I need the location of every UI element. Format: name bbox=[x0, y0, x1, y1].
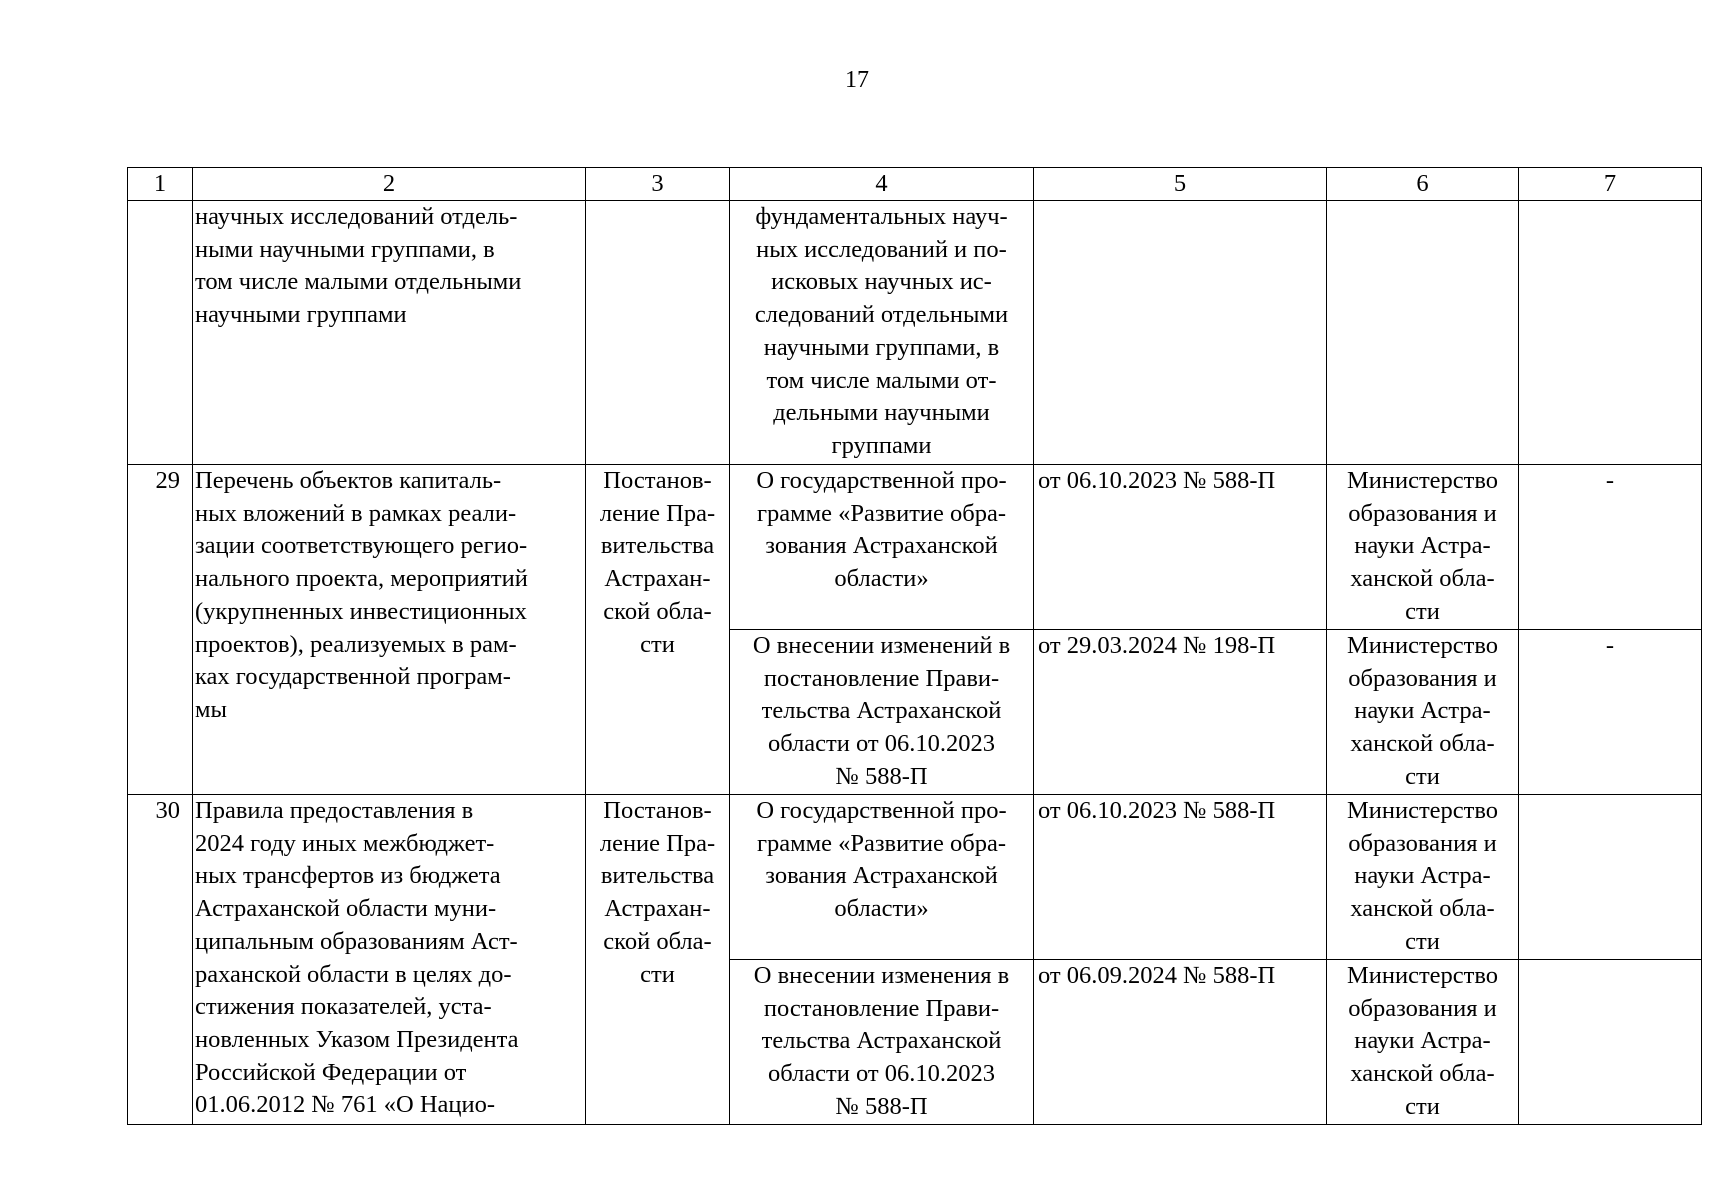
row-note-cell bbox=[1519, 960, 1702, 1125]
header-col-5: 5 bbox=[1034, 168, 1327, 201]
row-doc-details-cell: от 06.10.2023 № 588-П bbox=[1034, 795, 1327, 960]
row-doc-type-cell: Постанов- ление Пра- вительства Астрахан- ской обла- сти bbox=[586, 465, 730, 795]
row-ministry-cell bbox=[1327, 201, 1519, 465]
row-doc-title-cell: фундаментальных науч- ных исследований и по- исковых научных ис- следований отдельными научными группами, в том числе малыми от- дельными научными группами bbox=[730, 201, 1034, 465]
row-note-cell: - bbox=[1519, 630, 1702, 795]
registry-table bbox=[127, 167, 1702, 1125]
header-col-7: 7 bbox=[1519, 168, 1702, 201]
row-number-cell: 29 bbox=[128, 465, 193, 795]
page-number: 17 bbox=[845, 67, 869, 93]
row-number-cell: 30 bbox=[128, 795, 193, 1125]
header-row bbox=[128, 168, 1702, 201]
header-col-3: 3 bbox=[586, 168, 730, 201]
row-doc-title-cell: О государственной про- грамме «Развитие обра- зования Астраханской области» bbox=[730, 795, 1034, 960]
row-ministry-cell: Министерство образования и науки Астра- ханской обла- сти bbox=[1327, 960, 1519, 1125]
row-doc-details-cell bbox=[1034, 201, 1327, 465]
row-doc-type-cell: Постанов- ление Пра- вительства Астрахан- ской обла- сти bbox=[586, 795, 730, 1125]
row-doc-title-cell: О внесении изменений в постановление Прави- тельства Астраханской области от 06.10.2023 № 588-П bbox=[730, 630, 1034, 795]
table-row bbox=[128, 795, 1702, 960]
row-note-cell bbox=[1519, 201, 1702, 465]
row-doc-title-cell: О внесении изменения в постановление Прави- тельства Астраханской области от 06.10.2023 № 588-П bbox=[730, 960, 1034, 1125]
table-row bbox=[128, 465, 1702, 630]
header-col-2: 2 bbox=[193, 168, 586, 201]
header-col-4: 4 bbox=[730, 168, 1034, 201]
row-doc-details-cell: от 06.09.2024 № 588-П bbox=[1034, 960, 1327, 1125]
row-name-cell: научных исследований отдель- ными научными группами, в том числе малыми отдельными научными группами bbox=[193, 201, 586, 465]
row-doc-details-cell: от 29.03.2024 № 198-П bbox=[1034, 630, 1327, 795]
row-number-cell bbox=[128, 201, 193, 465]
header-col-6: 6 bbox=[1327, 168, 1519, 201]
table-row bbox=[128, 201, 1702, 465]
row-doc-type-cell bbox=[586, 201, 730, 465]
row-name-cell: Перечень объектов капиталь- ных вложений в рамках реали- зации соответствующего регио- нального проекта, мероприятий (укрупненных инвестиционных проектов), реализуемых в рам- ках государственной програм- мы bbox=[193, 465, 586, 795]
row-ministry-cell: Министерство образования и науки Астра- ханской обла- сти bbox=[1327, 465, 1519, 630]
row-ministry-cell: Министерство образования и науки Астра- ханской обла- сти bbox=[1327, 795, 1519, 960]
row-doc-details-cell: от 06.10.2023 № 588-П bbox=[1034, 465, 1327, 630]
row-name-cell: Правила предоставления в 2024 году иных межбюджет- ных трансфертов из бюджета Астраханской области муни- ципальным образованиям Аст- раханской области в целях до- стижения показателей, уста- новленных Указом Президента Российской Федерации от 01.06.2012 № 761 «О Нацио- bbox=[193, 795, 586, 1125]
row-note-cell bbox=[1519, 795, 1702, 960]
row-doc-title-cell: О государственной про- грамме «Развитие обра- зования Астраханской области» bbox=[730, 465, 1034, 630]
row-ministry-cell: Министерство образования и науки Астра- ханской обла- сти bbox=[1327, 630, 1519, 795]
row-note-cell: - bbox=[1519, 465, 1702, 630]
header-col-1: 1 bbox=[128, 168, 193, 201]
